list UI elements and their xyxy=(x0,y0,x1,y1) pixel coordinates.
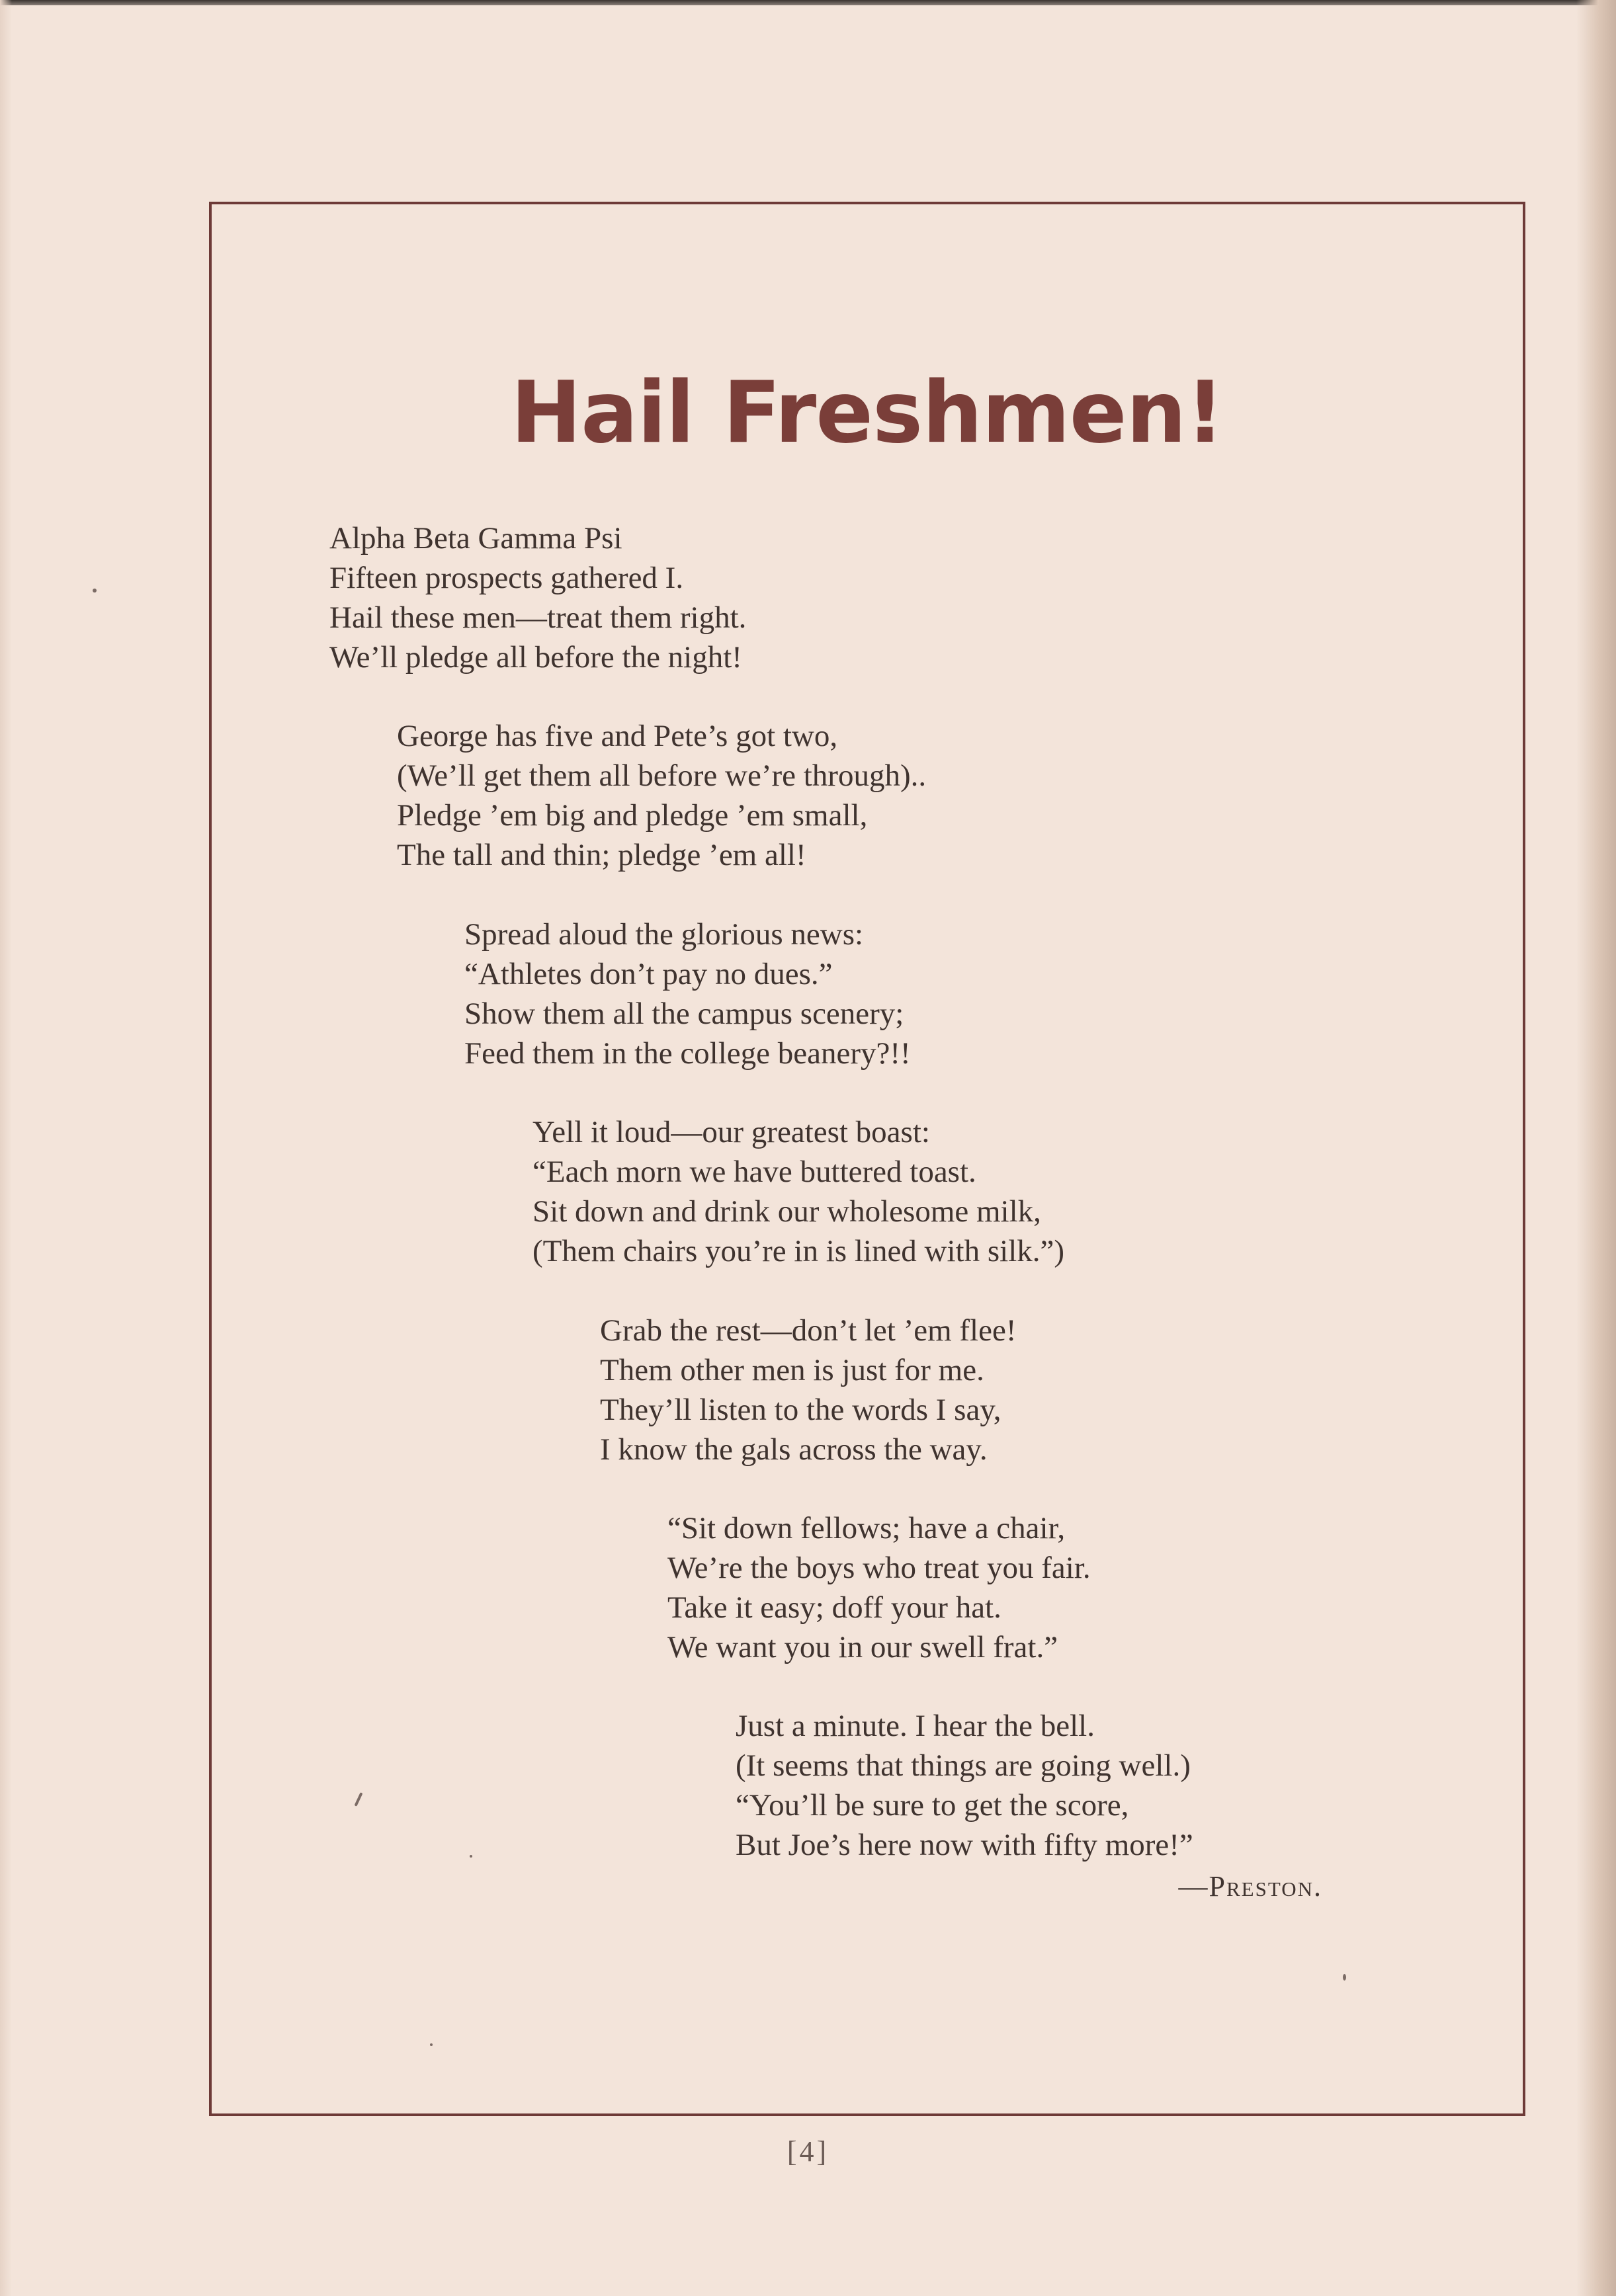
poem-line: (We’ll get them all before we’re through).. xyxy=(397,758,927,793)
poem-line: “Sit down fellows; have a chair, xyxy=(667,1511,1066,1545)
paper-speck xyxy=(1343,1974,1346,1981)
poem-line: Take it easy; doff your hat. xyxy=(667,1590,1001,1625)
poem-stanza-4 xyxy=(532,1112,1064,1271)
poem-line: (Them chairs you’re in is lined with silk.”) xyxy=(532,1234,1065,1268)
poem-stanza-3 xyxy=(464,915,911,1073)
poem-stanza-5 xyxy=(600,1311,1016,1469)
poem-line: But Joe’s here now with fifty more!” xyxy=(736,1828,1193,1862)
poem-line: “Each morn we have buttered toast. xyxy=(532,1155,976,1189)
poem-stanza-2 xyxy=(397,716,926,875)
paper-speck xyxy=(430,2043,433,2046)
poem-line: They’ll listen to the words I say, xyxy=(600,1393,1001,1427)
poem-line: Feed them in the college beanery?!! xyxy=(464,1036,911,1071)
poem-line: George has five and Pete’s got two, xyxy=(397,719,838,753)
poem-line: We’ll pledge all before the night! xyxy=(329,640,742,675)
poem-line: Alpha Beta Gamma Psi xyxy=(329,521,622,555)
page-title: Hail Freshmen! xyxy=(511,364,1224,462)
poem-line: Just a minute. I hear the bell. xyxy=(736,1709,1095,1743)
poem-line: I know the gals across the way. xyxy=(600,1432,988,1467)
poem-line: Hail these men—treat them right. xyxy=(329,600,747,635)
paper-speck xyxy=(470,1855,472,1858)
page-number: [4] xyxy=(787,2135,829,2168)
poem-line: Grab the rest—don’t let ’em flee! xyxy=(600,1313,1017,1348)
page-left-shadow xyxy=(0,0,12,2296)
poem-line: (It seems that things are going well.) xyxy=(736,1748,1191,1783)
page-right-edge xyxy=(1576,0,1616,2296)
poem-line: We’re the boys who treat you fair. xyxy=(667,1551,1091,1585)
poem-stanza-6 xyxy=(667,1508,1091,1667)
poem-line: Pledge ’em big and pledge ’em small, xyxy=(397,798,868,833)
poem-line: Spread aloud the glorious news: xyxy=(464,917,864,952)
poem-line: The tall and thin; pledge ’em all! xyxy=(397,838,806,872)
poem-stanza-7 xyxy=(736,1706,1193,1865)
poem-line: Sit down and drink our wholesome milk, xyxy=(532,1194,1041,1229)
poem-line: Show them all the campus scenery; xyxy=(464,997,904,1031)
poem-line: “You’ll be sure to get the score, xyxy=(736,1788,1129,1823)
poem-line: “Athletes don’t pay no dues.” xyxy=(464,957,833,991)
poem-line: We want you in our swell frat.” xyxy=(667,1630,1058,1664)
poem-line: Fifteen prospects gathered I. xyxy=(329,561,684,595)
paper-speck xyxy=(93,589,97,593)
poem-line: Them other men is just for me. xyxy=(600,1353,984,1387)
page-top-edge xyxy=(0,0,1616,5)
author-signature: —Preston. xyxy=(1178,1870,1322,1903)
poem-line: Yell it loud—our greatest boast: xyxy=(532,1115,930,1149)
poem-stanza-1 xyxy=(329,518,746,677)
